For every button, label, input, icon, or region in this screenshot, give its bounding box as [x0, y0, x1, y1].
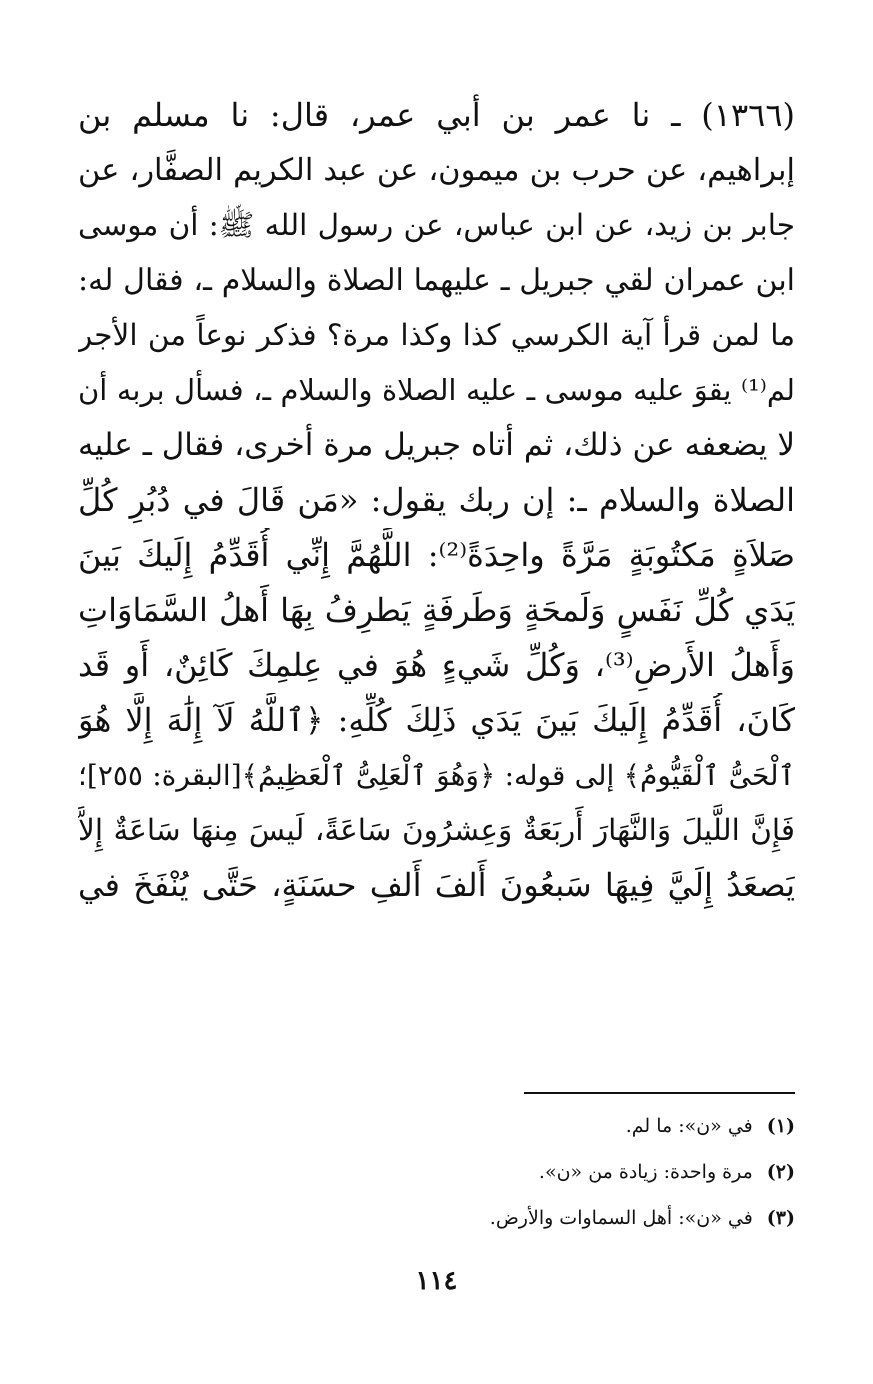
text-line: لا يضعفه عن ذلك، ثم أتاه جبريل مرة أخرى، فقال ـ عليه: [78, 427, 795, 463]
footnote-2: [78, 1152, 795, 1198]
text-line: ٱلْحَىُّ ٱلْقَيُّومُ﴾ إلى قوله: ﴿وَهُوَ ٱلْعَلِىُّ ٱلْعَظِيمُ﴾[البقرة: ٢٥٥]؛: [78, 759, 795, 792]
hadith-text: [78, 88, 795, 913]
footnote-divider: [524, 1092, 795, 1094]
text-line: كَانَ، أُقَدِّمُ إِلَيكَ بَينَ يَدَي ذَلِكَ كُلِّهِ: ﴿ٱللَّهُ لَآ إِلَٰهَ إِلَّا هُوَ: [78, 701, 795, 739]
text-line: ما لمن قرأ آية الكرسي كذا وكذا مرة؟ فذكر نوعاً من الأجر: [78, 318, 795, 352]
footnote-3: [78, 1198, 795, 1244]
footnote-text: في «ن»: أهل السماوات والأرض.: [489, 1207, 753, 1229]
text-line: يَدَي كُلِّ نَفَسٍ وَلَمحَةٍ وَطَرفَةٍ يَطرِفُ بِهَا أَهلُ السَّمَاوَاتِ: [78, 591, 795, 629]
footnote-text: في «ن»: ما لم.: [625, 1115, 753, 1137]
text-line: صَلاَةٍ مَكتُوبَةٍ مَرَّةً واحِدَةً⁽²⁾: اللَّهُمَّ إِنِّي أُقَدِّمُ إِلَيكَ بَينَ: [78, 536, 795, 574]
text-line: لم⁽¹⁾ يقوَ عليه موسى ـ عليه الصلاة والسلام ـ، فسأل بربه أن: [78, 373, 795, 407]
footnote-number: (١): [766, 1115, 795, 1137]
text-line: وَأَهلُ الأَرضِ⁽³⁾، وَكُلِّ شَيءٍ هُوَ في عِلمِكَ كَائِنٌ، أَو قَد: [78, 646, 795, 684]
text-line: فَإِنَّ اللَّيلَ وَالنَّهَارَ أَربَعَةٌ وَعِشرُونَ سَاعَةً، لَيسَ مِنهَا سَاعَةٌ إِلاَّ: [78, 813, 795, 847]
text-line: جابر بن زيد، عن ابن عباس، عن رسول الله ﷺ: أن موسى: [78, 208, 795, 242]
footnote-number: (٢): [766, 1161, 795, 1183]
footnote-number: (٣): [766, 1207, 795, 1229]
footnote-1: [78, 1106, 795, 1152]
footnote-text: مرة واحدة: زيادة من «ن».: [538, 1161, 753, 1183]
text-line: (١٣٦٦) ـ نا عمر بن أبي عمر، قال: نا مسلم بن: [78, 96, 795, 134]
text-line: الصلاة والسلام ـ: إن ربك يقول: «مَن قَالَ في دُبُرِ كُلِّ: [78, 481, 795, 519]
text-line: يَصعَدُ إِلَيَّ فِيهَا سَبعُونَ أَلفَ أَلفِ حسَنَةٍ، حَتَّى يُنْفَخَ في: [78, 866, 795, 904]
text-line: ابن عمران لقي جبريل ـ عليهما الصلاة والسلام ـ، فقال له:: [78, 263, 795, 298]
footnotes: [78, 1106, 795, 1244]
text-line: إبراهيم، عن حرب بن ميمون، عن عبد الكريم الصفَّار، عن: [78, 153, 795, 188]
page-number: ١١٤: [415, 1266, 458, 1296]
